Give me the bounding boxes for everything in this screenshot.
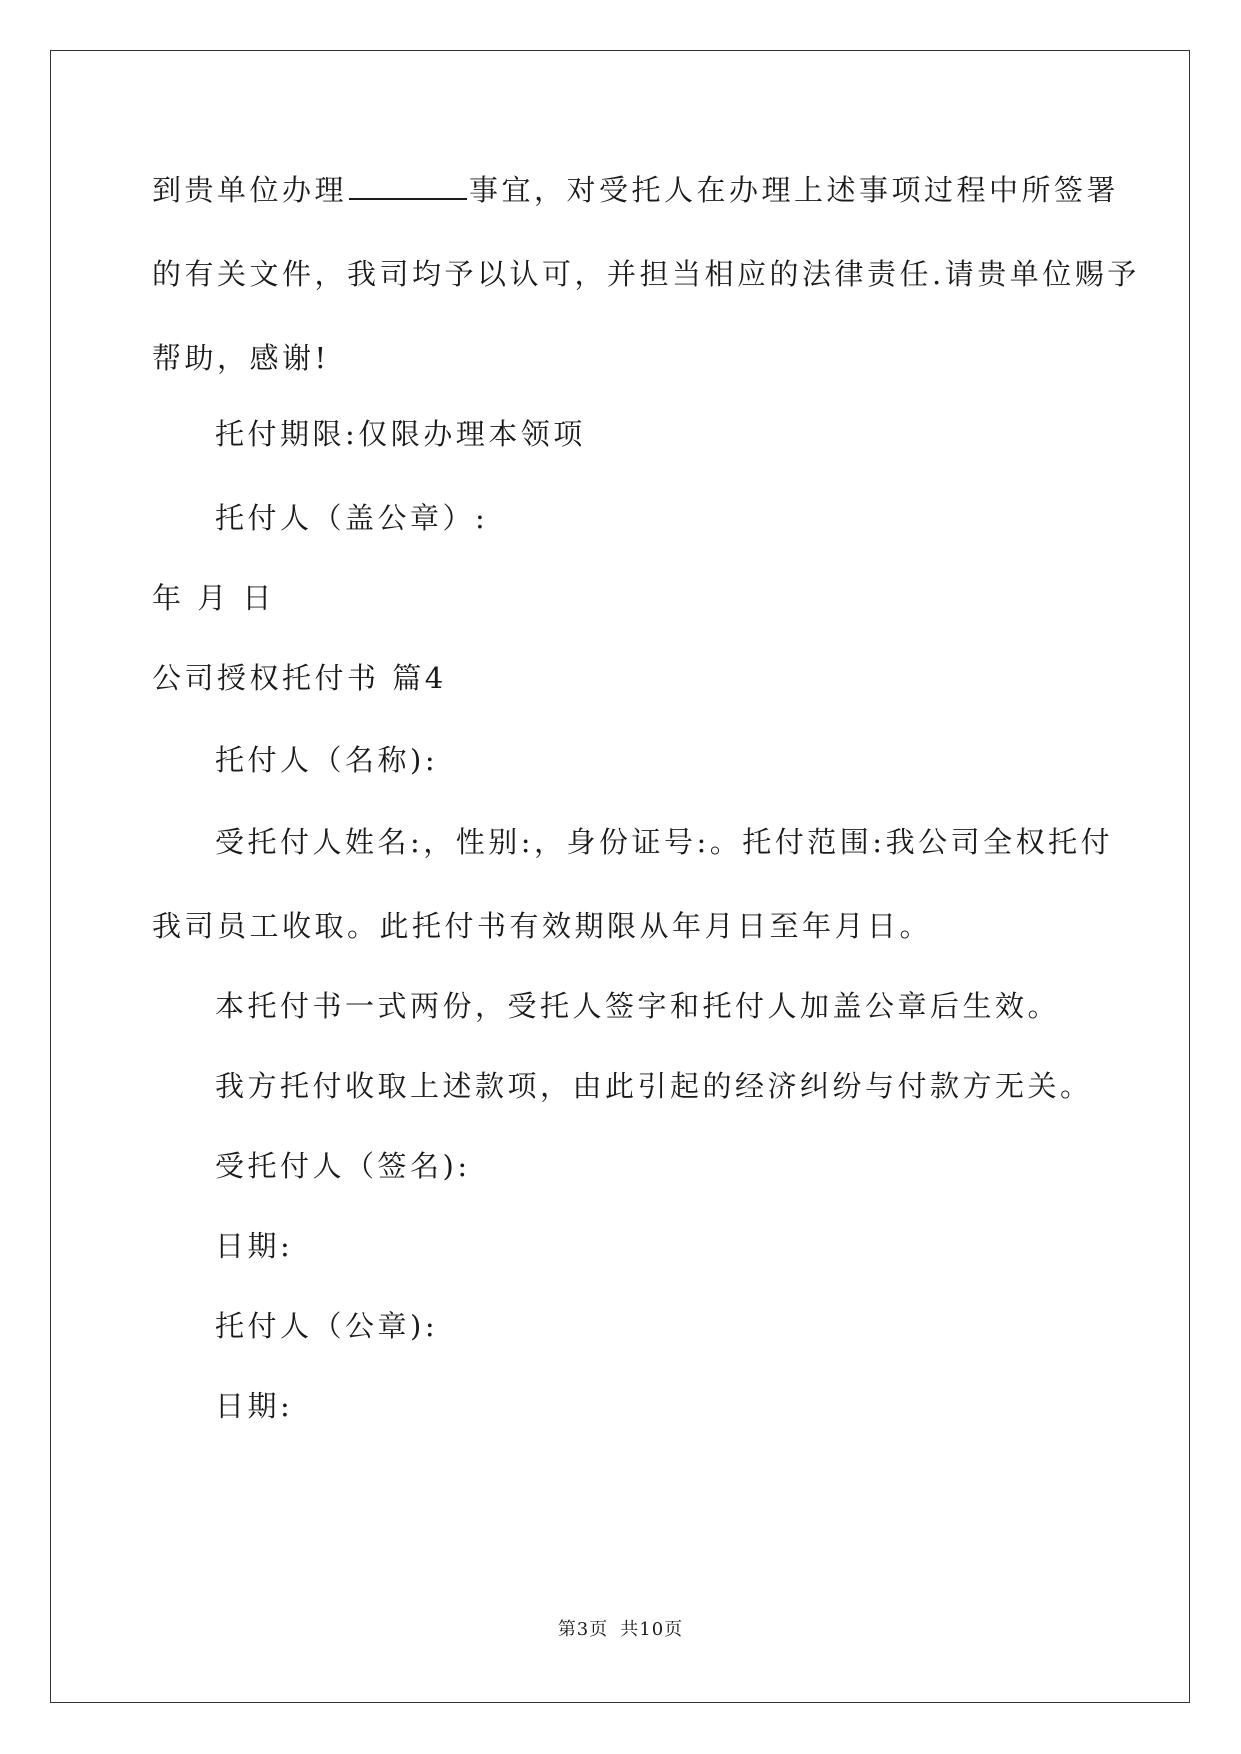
page-total: 共10页 xyxy=(620,1619,684,1640)
paragraph-line: 受托付人姓名:，性别:，身份证号:。托付范围:我公司全权托付 xyxy=(215,825,1114,859)
paragraph-line: 的有关文件，我司均予以认可，并担当相应的法律责任.请贵单位赐予 xyxy=(152,257,1140,291)
entrustor-seal-label: 托付人（盖公章）: xyxy=(215,501,489,535)
page-footer xyxy=(0,1618,1241,1642)
fill-in-blank xyxy=(349,172,467,200)
trustee-signature-label: 受托付人（签名): xyxy=(215,1149,471,1183)
date-line: 年 月 日 xyxy=(152,581,275,615)
section-title: 公司授权托付书 篇4 xyxy=(152,661,447,695)
paragraph-line xyxy=(152,170,1119,210)
page-number: 第3页 xyxy=(557,1619,609,1640)
date-label: 日期: xyxy=(215,1229,294,1263)
entrust-period: 托付期限:仅限办理本领项 xyxy=(215,417,586,451)
entrustor-name-label: 托付人（名称): xyxy=(215,743,439,777)
paragraph-line: 我司员工收取。此托付书有效期限从年月日至年月日。 xyxy=(152,909,933,943)
paragraph-line: 我方托付收取上述款项，由此引起的经济纠纷与付款方无关。 xyxy=(215,1069,1093,1103)
line-text: 事宜，对受托人在办理上述事项过程中所签署 xyxy=(469,173,1120,207)
entrustor-seal-label: 托付人（公章): xyxy=(215,1309,439,1343)
page-border xyxy=(50,50,1190,1703)
line-text: 到贵单位办理 xyxy=(152,173,348,207)
date-label: 日期: xyxy=(215,1389,294,1423)
paragraph-line: 本托付书一式两份，受托人签字和托付人加盖公章后生效。 xyxy=(215,989,1061,1023)
paragraph-line: 帮助，感谢! xyxy=(152,341,330,375)
